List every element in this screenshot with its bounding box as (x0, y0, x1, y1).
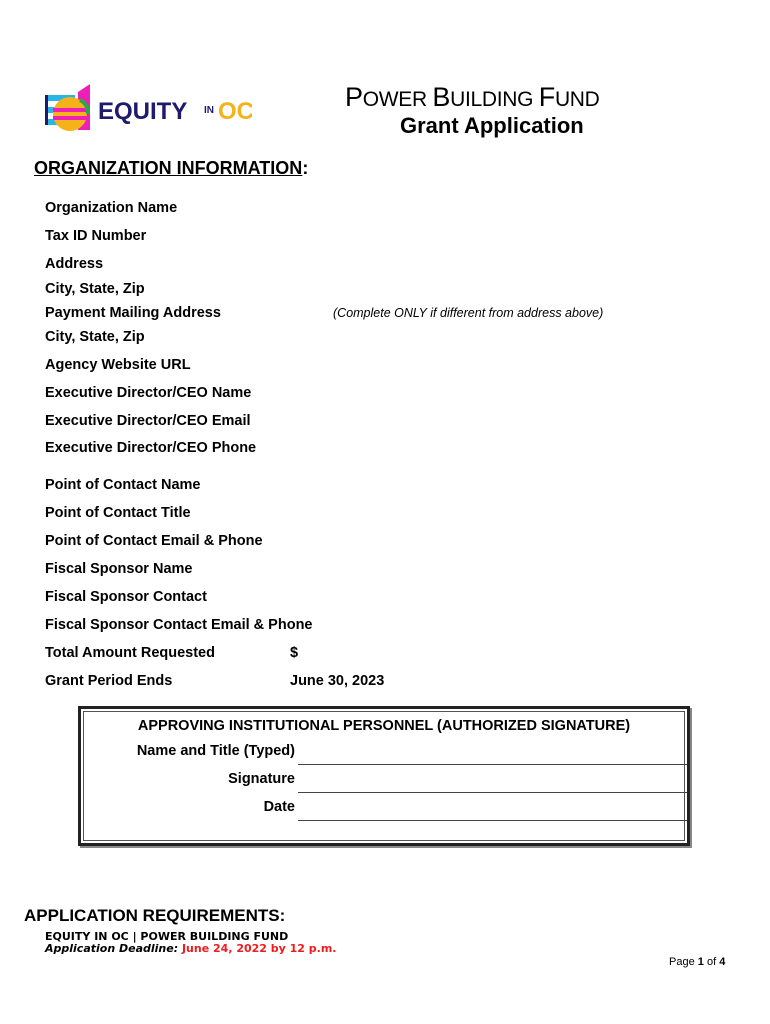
field-label: Payment Mailing Address (45, 305, 221, 321)
section-heading-organization: ORGANIZATION INFORMATION: (34, 158, 309, 178)
signature-label: Signature (228, 771, 295, 787)
field-label: City, State, Zip (45, 329, 145, 345)
equity-in-oc-logo (42, 82, 252, 136)
grant-period-value: June 30, 2023 (290, 673, 385, 689)
page-number: Page 1 of 4 (669, 956, 726, 968)
logo-text-equity: EQUITY (98, 98, 188, 125)
svg-text:OC: OC (218, 98, 252, 125)
total-amount-value: $ (290, 645, 299, 661)
field-label: Executive Director/CEO Email (45, 413, 251, 429)
document-title: POWER BUILDING FUND (345, 82, 600, 112)
field-label: Organization Name (45, 200, 178, 216)
field-label: Executive Director/CEO Phone (45, 440, 257, 456)
field-label: Fiscal Sponsor Contact Email & Phone (45, 617, 313, 633)
signature-box-heading: APPROVING INSTITUTIONAL PERSONNEL (AUTHORIZED SIGNATURE) (137, 718, 631, 734)
requirements-heading: APPLICATION REQUIREMENTS: (24, 906, 286, 925)
document-subtitle: Grant Application (400, 113, 584, 138)
field-label: Point of Contact Name (45, 477, 201, 493)
field-label: City, State, Zip (45, 281, 145, 297)
field-label: Grant Period Ends (45, 673, 173, 689)
field-label: Executive Director/CEO Name (45, 385, 252, 401)
field-label: Address (45, 256, 104, 272)
requirements-subtitle: EQUITY IN OC | POWER BUILDING FUND (45, 930, 289, 943)
deadline-date: June 24, 2022 by 12 p.m. (181, 942, 337, 955)
field-label: Point of Contact Title (45, 505, 191, 521)
field-label: Fiscal Sponsor Name (45, 561, 193, 577)
field-note: (Complete ONLY if different from address above) (333, 306, 604, 320)
application-deadline: Application Deadline: June 24, 2022 by 12 p.m. (45, 942, 337, 955)
date-label: Date (263, 799, 295, 815)
logo-graphic (42, 82, 252, 136)
field-label: Fiscal Sponsor Contact (45, 589, 207, 605)
field-label: Point of Contact Email & Phone (45, 533, 263, 549)
field-label: Agency Website URL (45, 357, 191, 373)
date-line[interactable] (298, 820, 687, 821)
signature-box (78, 706, 690, 846)
signature-line[interactable] (298, 792, 687, 793)
field-label: Total Amount Requested (45, 645, 215, 661)
name-title-label: Name and Title (Typed) (136, 743, 295, 759)
field-label: Tax ID Number (45, 228, 147, 244)
name-title-line[interactable] (298, 764, 687, 765)
svg-text:IN: IN (204, 105, 214, 116)
